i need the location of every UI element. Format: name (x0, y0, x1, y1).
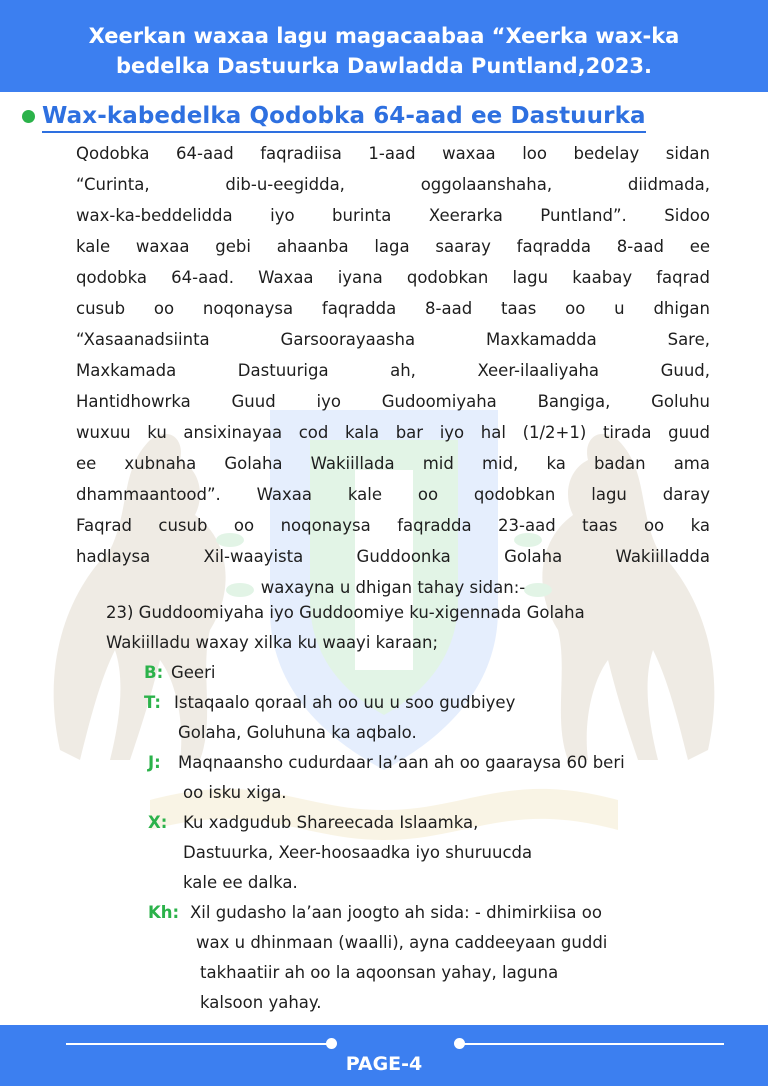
item-x-text-line-1: Ku xadgudub Shareecada Islaamka, (183, 813, 479, 832)
paragraph-line: wax-ka-beddelidda iyo burinta Xeerarka Puntland”. Sidoo (76, 206, 710, 225)
item-j-label: J: (148, 753, 161, 772)
clause-23-line-2: Wakiilladu waxay xilka ku waayi karaan; (106, 633, 439, 652)
paragraph-line: cusub oo noqonaysa faqradda 8-aad taas oo u dhigan (76, 299, 710, 318)
item-kh-label: Kh: (148, 903, 180, 922)
item-t-label: T: (144, 693, 161, 712)
section-heading (20, 100, 720, 134)
item-j-text-line-1: Maqnaansho cudurdaar la’aan ah oo gaaraysa 60 beri (178, 753, 625, 772)
item-t-text-line-1: Istaqaalo qoraal ah oo uu u soo gudbiyey (174, 693, 516, 712)
paragraph-line: qodobka 64-aad. Waxaa iyana qodobkan lagu kaabay faqrad (76, 268, 710, 287)
footer-rule-left (66, 1043, 330, 1045)
item-kh-text-line-4: kalsoon yahay. (200, 993, 322, 1012)
paragraph-line: Faqrad cusub oo noqonaysa faqradda 23-aad taas oo ka (76, 516, 710, 535)
item-kh-text-line-1: Xil gudasho la’aan joogto ah sida: - dhimirkiisa oo (190, 903, 602, 922)
header-title-line-2: bedelka Dastuurka Dawladda Puntland,2023. (115, 54, 653, 78)
paragraph-line: Qodobka 64-aad faqradiisa 1-aad waxaa loo bedelay sidan (76, 144, 710, 163)
paragraph-line: dhammaantood”. Waxaa kale oo qodobkan lagu daray (76, 485, 710, 504)
header-title-line-1: Xeerkan waxaa lagu magacaabaa “Xeerka wax-ka (88, 24, 680, 48)
item-x-text-line-3: kale ee dalka. (183, 873, 298, 892)
item-b-label: B: (144, 663, 164, 682)
paragraph-line: wuxuu ku ansixinayaa cod kala bar iyo hal (1/2+1) tirada guud (76, 423, 710, 442)
footer-dot-left-icon (326, 1038, 337, 1049)
paragraph-line: kale waxaa gebi ahaanba laga saaray faqradda 8-aad ee (76, 237, 710, 256)
green-bullet-icon (22, 110, 35, 123)
paragraph-line: “Curinta, dib-u-eegidda, oggolaanshaha, diidmada, (76, 175, 710, 194)
item-kh-text-line-3: takhaatiir ah oo la aqoonsan yahay, laguna (200, 963, 559, 982)
paragraph-line: “Xasaanadsiinta Garsoorayaasha Maxkamadda Sare, (76, 330, 710, 349)
item-kh-text-line-2: wax u dhinmaan (waalli), ayna caddeeyaan guddi (196, 933, 608, 952)
paragraph-line: waxayna u dhigan tahay sidan:- (260, 578, 526, 597)
header-banner (0, 0, 768, 92)
paragraph-line: Hantidhowrka Guud iyo Gudoomiyaha Bangiga, Goluhu (76, 392, 710, 411)
paragraph-line: ee xubnaha Golaha Wakiillada mid mid, ka badan ama (76, 454, 710, 473)
item-x-text-line-2: Dastuurka, Xeer-hoosaadka iyo shuruucda (183, 843, 533, 862)
footer-bar (0, 1025, 768, 1086)
item-j-text-line-2: oo isku xiga. (183, 783, 287, 802)
item-b-text: Geeri (171, 663, 216, 682)
paragraph-line: Maxkamada Dastuuriga ah, Xeer-ilaaliyaha Guud, (76, 361, 710, 380)
item-t-text-line-2: Golaha, Goluhuna ka aqbalo. (178, 723, 417, 742)
page-number: PAGE-4 (345, 1053, 423, 1075)
clause-23-line-1: 23) Guddoomiyaha iyo Guddoomiye ku-xigennada Golaha (106, 603, 585, 622)
paragraph-line: hadlaysa Xil-waayista Guddoonka Golaha Wakiilladda (76, 547, 710, 566)
item-x-label: X: (148, 813, 168, 832)
footer-rule-right (460, 1043, 724, 1045)
section-title: Wax-kabedelka Qodobka 64-aad ee Dastuurka (42, 101, 646, 133)
